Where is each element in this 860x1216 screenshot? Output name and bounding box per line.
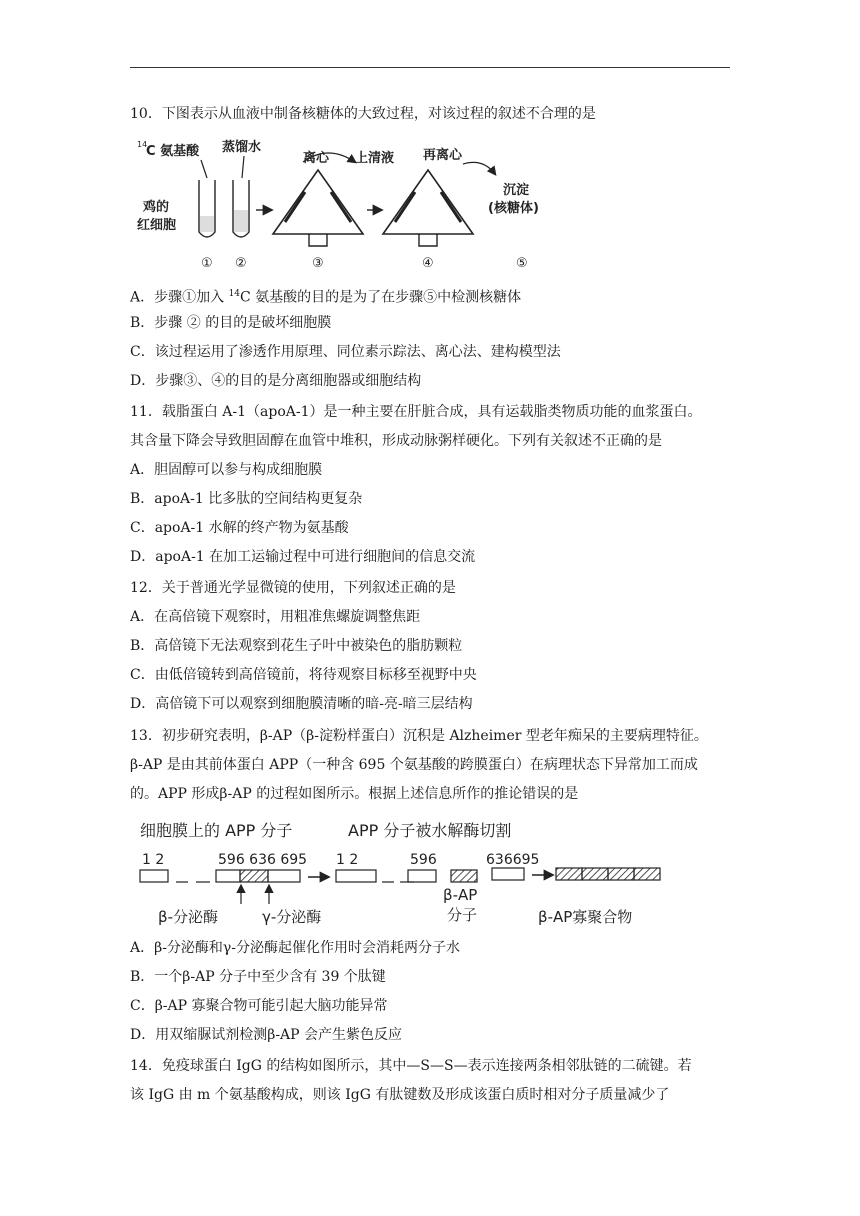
- bap-label-1: β-AP: [443, 886, 478, 904]
- header-rule: [130, 67, 730, 68]
- q14-stem-1: 14．免疫球蛋白 IgG 的结构如图所示，其中—S—S—表示连接两条相邻肽链的二硫键。若: [130, 1058, 692, 1074]
- step-1: ①: [201, 256, 213, 271]
- q13-stem-2: β-AP 是由其前体蛋白 APP（一种含 695 个氨基酸的跨膜蛋白）在病理状态下异常加工而成: [130, 757, 698, 773]
- step-4: ④: [422, 256, 434, 271]
- c14-sup: 14: [137, 140, 148, 149]
- beta-enzyme-label: β-分泌酶: [158, 908, 218, 926]
- q11-option-d: D．apoA-1 在加工运输过程中可进行细胞间的信息交流: [130, 549, 476, 565]
- sediment-label: 沉淀: [503, 183, 530, 198]
- q12-option-c: C．由低倍镜转到高倍镜前，将待观察目标移至视野中央: [130, 667, 477, 683]
- q13-option-a: A．β-分泌酶和γ-分泌酶起催化作用时会消耗两分子水: [130, 940, 461, 956]
- q13-app-figure: [138, 814, 668, 934]
- centrifuge-4: [383, 170, 473, 234]
- q13-option-d: D．用双缩脲试剂检测β-AP 会产生紫色反应: [130, 1027, 403, 1043]
- q10-option-d: D．步骤③、④的目的是分离细胞器或细胞结构: [130, 373, 422, 389]
- rbc-label: 红细胞: [137, 218, 177, 233]
- q10-option-a: A．步骤①加入 $^{14}$C 氨基酸的目的是为了在步骤⑤中检测核糖体: [130, 289, 522, 306]
- centrifuge-label: 离心: [303, 151, 330, 166]
- q13-option-c: C．β-AP 寡聚合物可能引起大脑功能异常: [130, 998, 388, 1014]
- q14-stem-2: 该 IgG 由 m 个氨基酸构成，则该 IgG 有肽键数及形成该蛋白质时相对分子质量减少了: [130, 1087, 670, 1103]
- nums-left-2: 596 636 695: [218, 852, 308, 868]
- oligomer-label: β-AP寡聚合物: [538, 908, 633, 926]
- step-5: ⑤: [516, 256, 528, 271]
- nums-mid-2: 596: [410, 852, 437, 868]
- ribosome-label: (核糖体): [488, 201, 539, 216]
- c14-amino-label: C 氨基酸: [146, 144, 200, 159]
- dropper-2: [242, 156, 244, 178]
- nums-mid: 1 2: [336, 852, 359, 868]
- q12-option-a: A．在高倍镜下观察时，用粗准焦螺旋调整焦距: [130, 609, 421, 625]
- q10-stem: 10．下图表示从血液中制备核糖体的大致过程，对该过程的叙述不合理的是: [130, 106, 596, 122]
- title-left: 细胞膜上的 APP 分子: [140, 821, 293, 840]
- dropper-1: [201, 160, 207, 178]
- q12-stem: 12．关于普通光学显微镜的使用，下列叙述正确的是: [130, 580, 456, 596]
- nums-left: 1 2: [142, 852, 165, 868]
- q13-option-b: B．一个β-AP 分子中至少含有 39 个肽键: [130, 969, 386, 985]
- supernatant-label: 上清液: [355, 151, 395, 166]
- q13-stem-1: 13．初步研究表明，β-AP（β-淀粉样蛋白）沉积是 Alzheimer 型老年痴呆的主要病理特征。: [130, 728, 708, 744]
- q11-stem-2: 其含量下降会导致胆固醇在血管中堆积，形成动脉粥样硬化。下列有关叙述不正确的是: [130, 433, 662, 449]
- water-label: 蒸馏水: [222, 140, 262, 155]
- title-right: APP 分子被水解酶切割: [348, 821, 512, 840]
- q13-stem-3: 的。APP 形成β-AP 的过程如图所示。根据上述信息所作的推论错误的是: [130, 786, 579, 802]
- step-2: ②: [235, 256, 247, 271]
- q11-option-a: A．胆固醇可以参与构成细胞膜: [130, 462, 323, 478]
- gamma-enzyme-label: γ-分泌酶: [262, 908, 322, 926]
- chicken-label: 鸡的: [143, 200, 170, 215]
- centrifuge-3: [273, 170, 363, 234]
- q10-option-c: C．该过程运用了渗透作用原理、同位素示踪法、离心法、建构模型法: [130, 344, 561, 360]
- recentrifuge-label: 再离心: [423, 148, 463, 163]
- q11-stem-1: 11．载脂蛋白 A-1（apoA-1）是一种主要在肝脏合成，具有运载脂类物质功能的血浆蛋白。: [130, 404, 702, 420]
- q12-option-d: D．高倍镜下可以观察到细胞膜清晰的暗-亮-暗三层结构: [130, 696, 473, 712]
- nums-right: 636695: [486, 852, 540, 868]
- q10-ribosome-figure: [133, 134, 563, 274]
- q10-option-b: B．步骤 ② 的目的是破坏细胞膜: [130, 315, 332, 331]
- q11-option-b: B．apoA-1 比多肽的空间结构更复杂: [130, 491, 363, 507]
- bap-label-2: 分子: [447, 906, 478, 924]
- q11-option-c: C．apoA-1 水解的终产物为氨基酸: [130, 520, 349, 536]
- q12-option-b: B．高倍镜下无法观察到花生子叶中被染色的脂肪颗粒: [130, 638, 463, 654]
- step-3: ③: [312, 256, 324, 271]
